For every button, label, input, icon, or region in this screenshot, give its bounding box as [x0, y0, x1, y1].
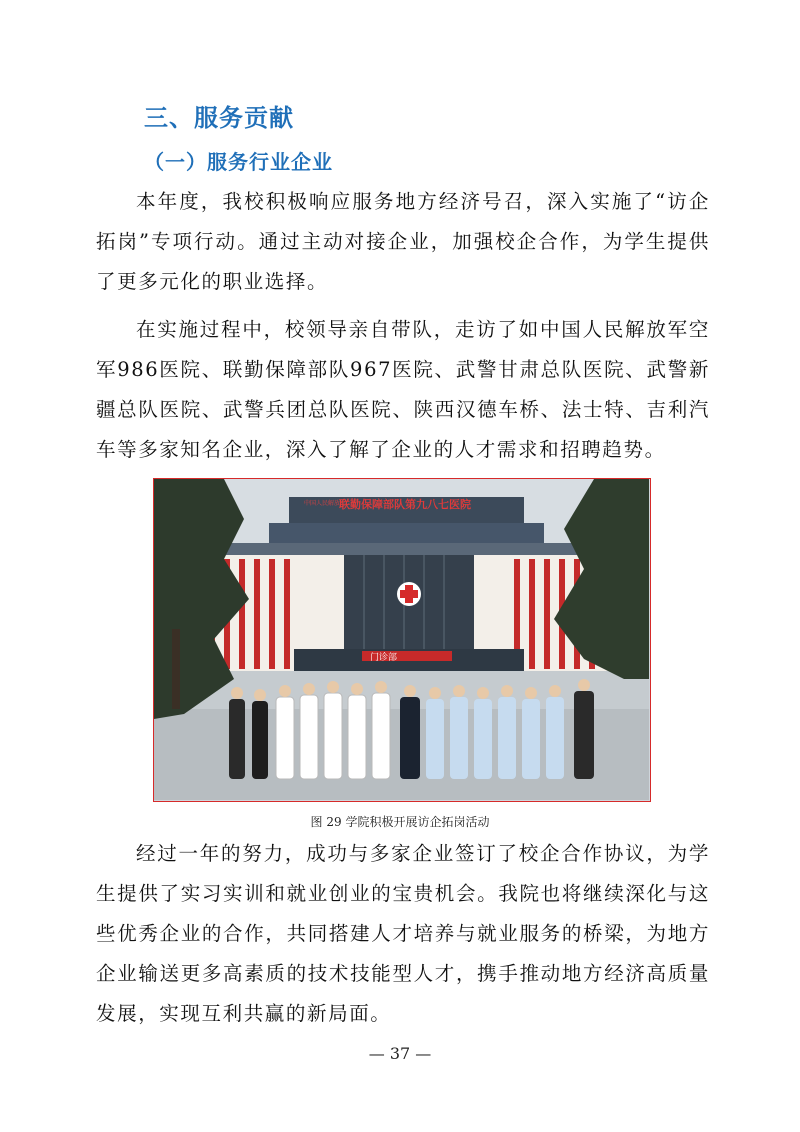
photo-illustration: [154, 479, 649, 800]
building-sign: 联勤保障部队第九八七医院: [339, 498, 471, 511]
photo-caption: 图 29 学院积极开展访企拓岗活动: [310, 815, 490, 829]
page-number: — 37 —: [368, 1044, 432, 1063]
paragraph-3: 经过一年的努力，成功与多家企业签订了校企合作协议，为学生提供了实习实训和就业创业的宝贵机会。我院也将继续深化与这些优秀企业的合作，共同搭建人才培养与就业服务的桥梁，为地方企业输送更多高素质的技术技能型人才，携手推动地方经济高质量发展，实现互利共赢的新局面。: [96, 842, 710, 1025]
hospital-visit-photo: [153, 478, 651, 802]
entrance-sign: 门诊部: [370, 653, 398, 663]
paragraph-1: 本年度，我校积极响应服务地方经济号召，深入实施了“访企拓岗”专项行动。通过主动对接企业，加强校企合作，为学生提供了更多元化的职业选择。: [96, 190, 710, 293]
section-title: 三、服务贡献: [144, 104, 294, 132]
sign-prefix: 中国人民解放军: [304, 500, 347, 507]
paragraph-2: 在实施过程中，校领导亲自带队，走访了如中国人民解放军空军986医院、联勤保障部队967医院、武警甘肃总队医院、武警新疆总队医院、武警兵团总队医院、陕西汉德车桥、法士特、吉利汽车等多家知名企业，深入了解了企业的人才需求和招聘趋势。: [96, 318, 710, 461]
subsection-title: （一）服务行业企业: [144, 150, 333, 174]
